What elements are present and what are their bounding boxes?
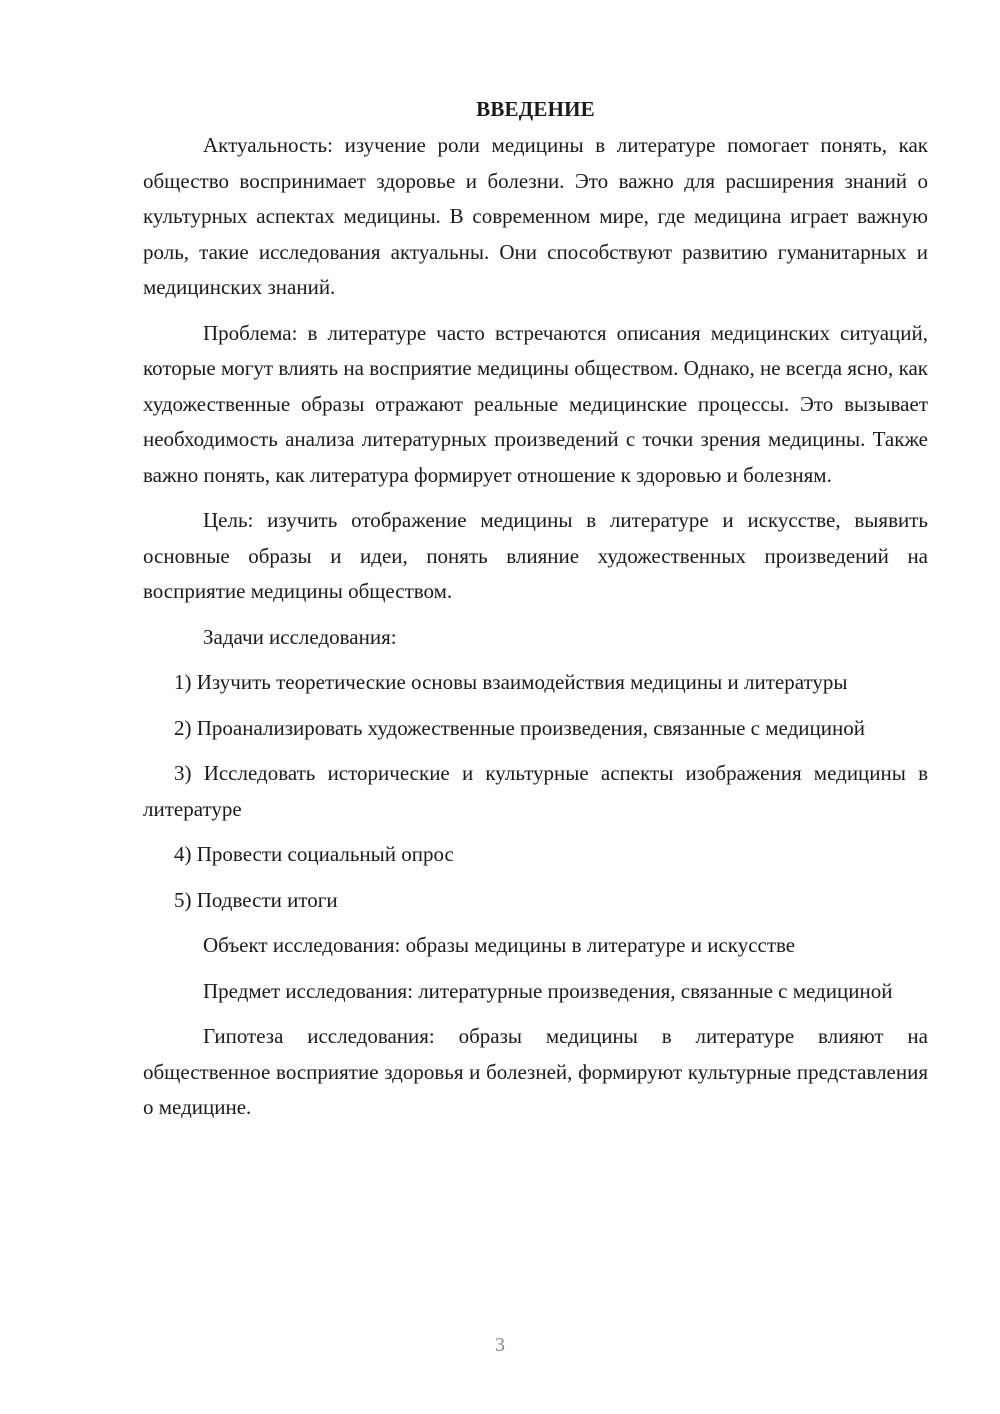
hypothesis-paragraph: Гипотеза исследования: образы медицины в литературе влияют на общественное восприятие здоровья и болезней, формируют культурные представления о медицине. [143,1024,928,1119]
task-item-4: 4) Провести социальный опрос [174,842,454,866]
object-paragraph: Объект исследования: образы медицины в литературе и искусстве [203,933,796,957]
section-heading: ВВЕДЕНИЕ [476,97,595,121]
page-number: 3 [495,1334,505,1356]
subject-paragraph: Предмет исследования: литературные произведения, связанные с медициной [203,978,893,1003]
relevance-paragraph: Актуальность: изучение роли медицины в литературе помогает понять, как общество воспринимает здоровье и болезни. Это важно для расширения знаний о культурных аспектах медицины. В современном мире, где медицина играет важную роль, такие исследования актуальны. Они способствуют развитию гуманитарных и медицинских знаний. [143,133,928,299]
document-body [143,92,928,1136]
task-item-2: 2) Проанализировать художественные произведения, связанные с медициной [174,715,865,740]
goal-paragraph: Цель: изучить отображение медицины в литературе и искусстве, выявить основные образы и идеи, понять влияние художественных произведений на восприятие медицины обществом. [143,508,928,603]
task-item-3: 3) Исследовать исторические и культурные аспекты изображения медицины в литературе [143,761,928,821]
task-item-1: 1) Изучить теоретические основы взаимодействия медицины и литературы [174,670,848,694]
task-item-5: 5) Подвести итоги [174,887,338,912]
tasks-title: Задачи исследования: [203,624,397,649]
problem-paragraph: Проблема: в литературе часто встречаются описания медицинских ситуаций, которые могут влиять на восприятие медицины обществом. Однако, не всегда ясно, как художественные образы отражают реальные медицинские процессы. Это вызывает необходимость анализа литературных произведений с точки зрения медицины. Также важно понять, как литература формирует отношение к здоровью и болезням. [143,320,928,487]
